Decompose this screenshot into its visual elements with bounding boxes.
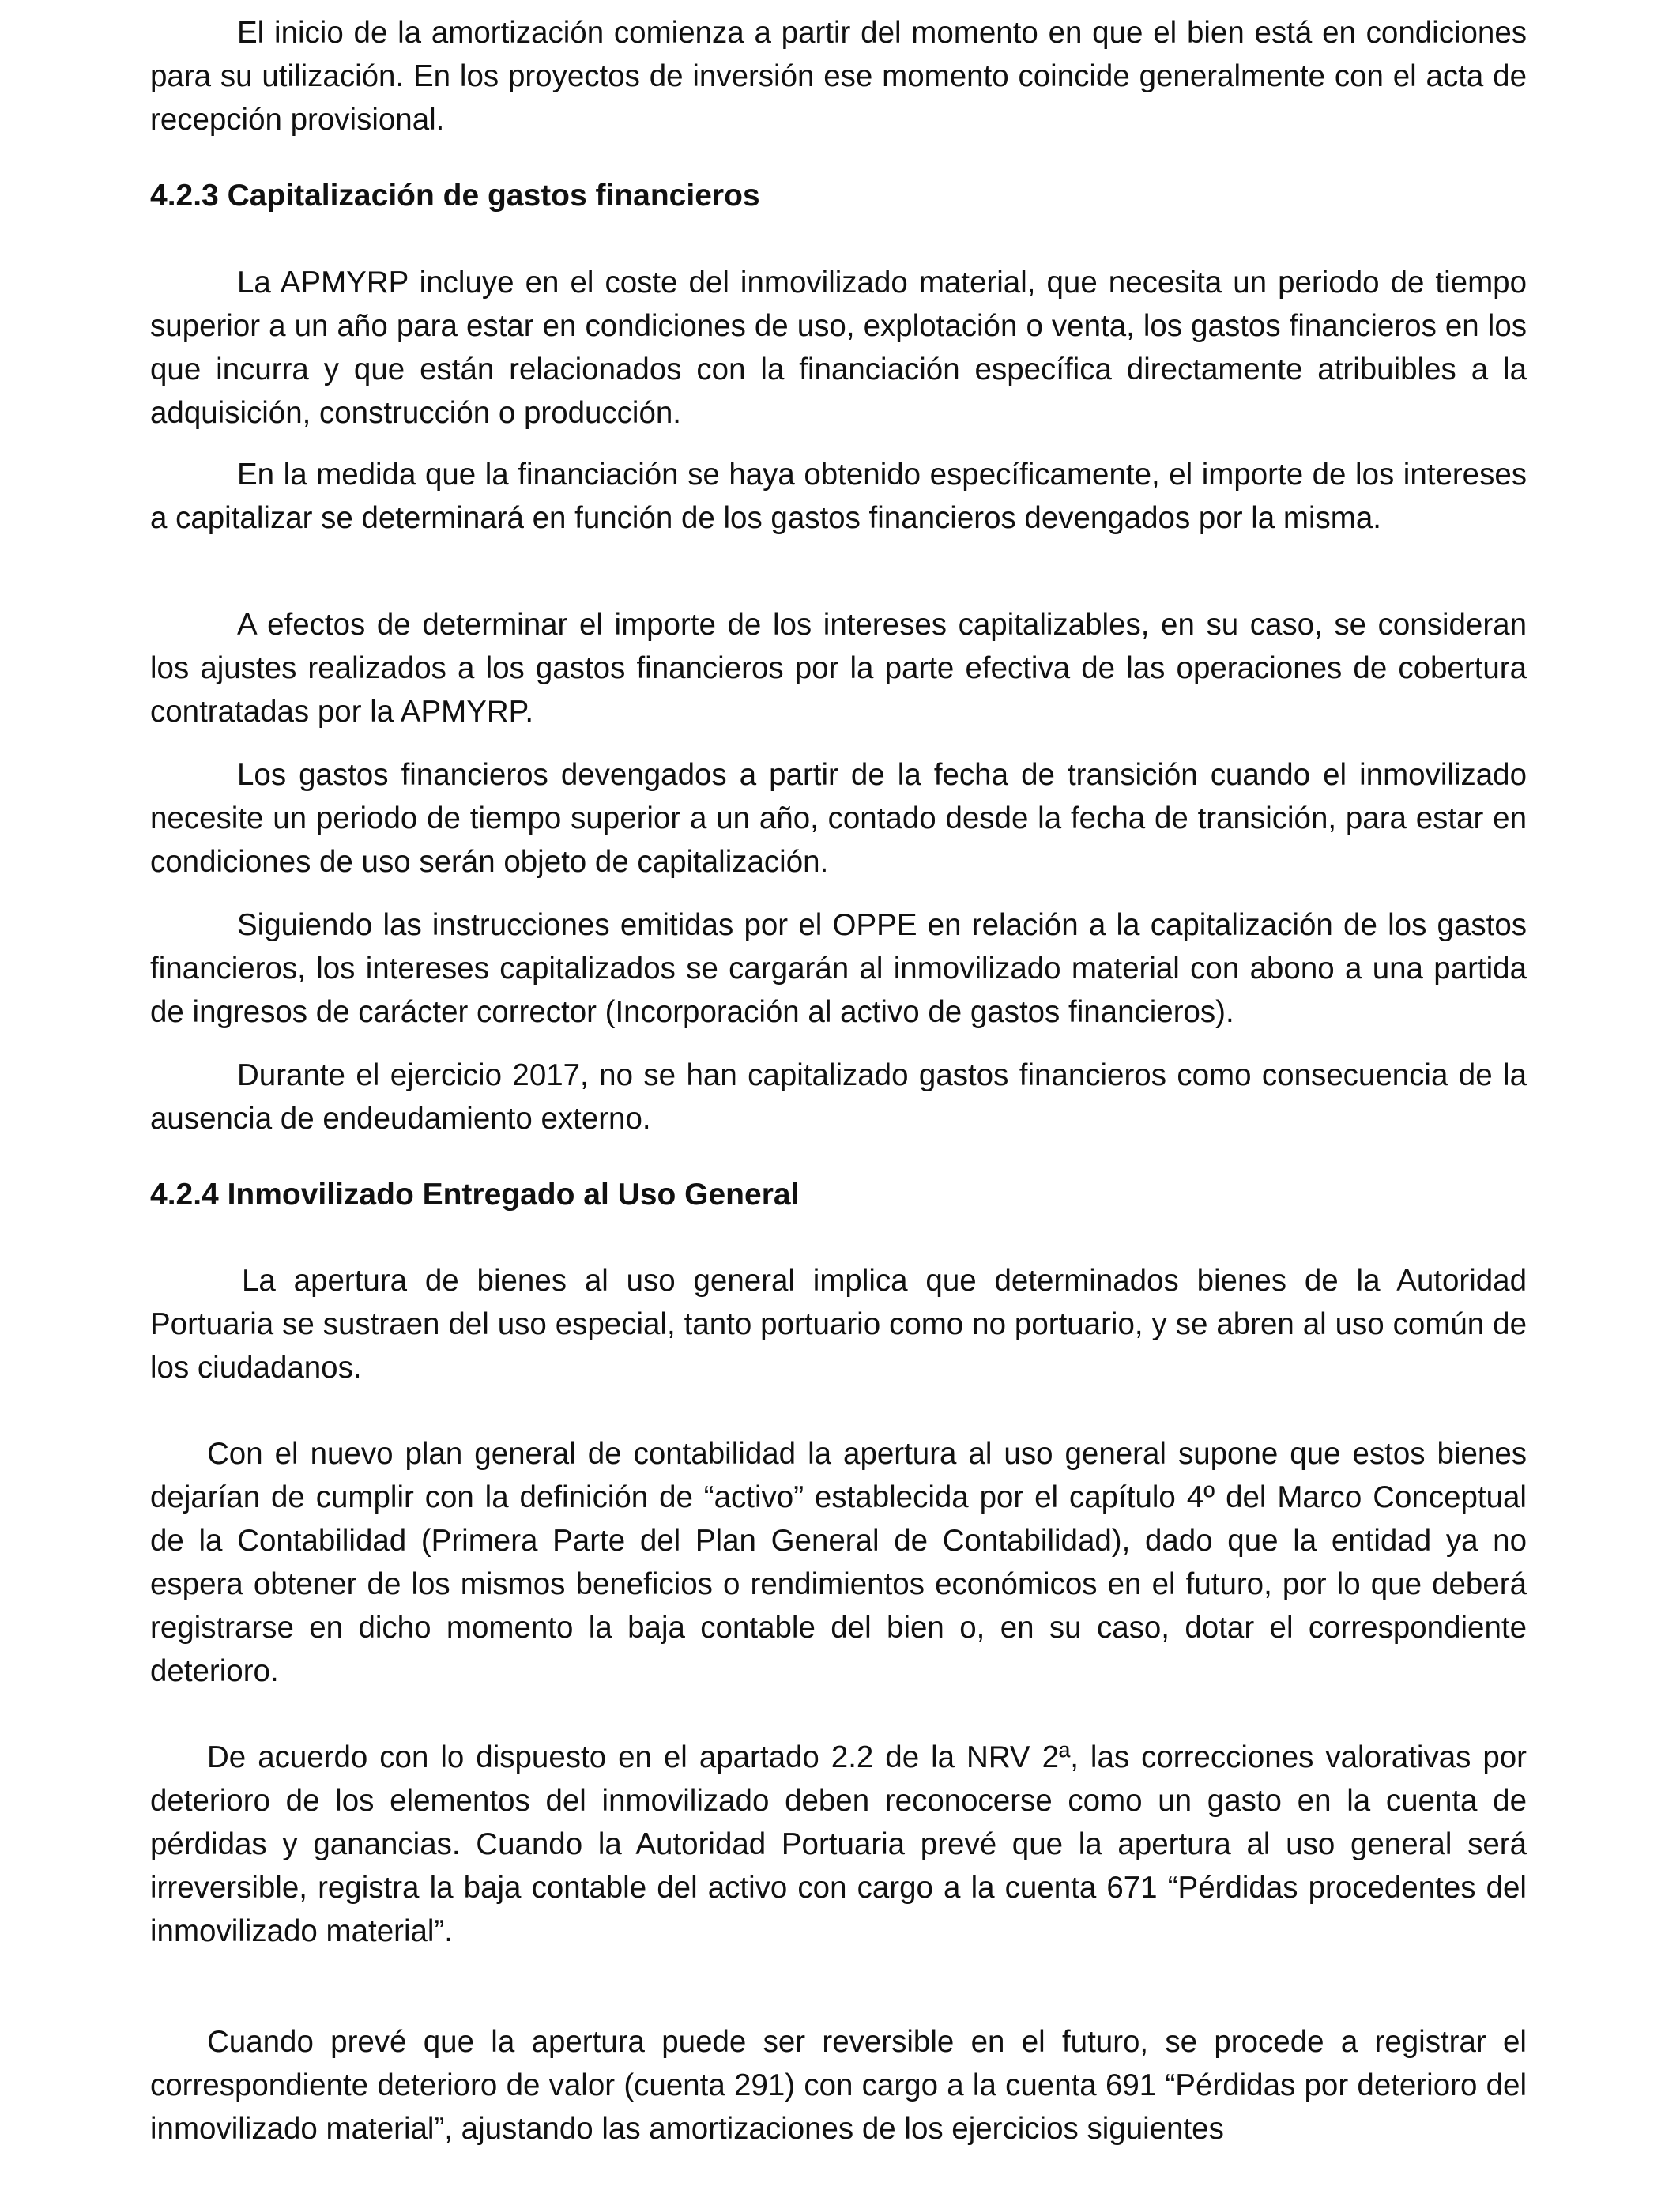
paragraph-423-6: Durante el ejercicio 2017, no se han capitalizado gastos financieros como consecuencia de la ausencia de endeudamiento externo.: [150, 1058, 1527, 1136]
paragraph-423-3: A efectos de determinar el importe de los intereses capitalizables, en su caso, se consideran los ajustes realizados a los gastos financieros por la parte efectiva de las operaciones de cobertura contratadas por la APMYRP.: [150, 608, 1527, 729]
paragraph-424-2: Con el nuevo plan general de contabilidad la apertura al uso general supone que estos bienes dejarían de cumplir con la definición de “activo” establecida por el capítulo 4º del Marco Conceptual de la Contabilidad (Primera Parte del Plan General de Contabilidad), dado que la entidad ya no espera obtener de los mismos beneficios o rendimientos económicos en el futuro, por lo que deberá registrarse en dicho momento la baja contable del bien o, en su caso, dotar el correspondiente deterioro.: [150, 1437, 1527, 1688]
paragraph-424-4: Cuando prevé que la apertura puede ser reversible en el futuro, se procede a registrar el correspondiente deterioro de valor (cuenta 291) con cargo a la cuenta 691 “Pérdidas por deterioro del inmovilizado material”, ajustando las amortizaciones de los ejercicios siguientes: [150, 2025, 1527, 2146]
paragraph-amortizacion: El inicio de la amortización comienza a partir del momento en que el bien está en condiciones para su utilización. En los proyectos de inversión ese momento coincide generalmente con el acta de recepción provisional.: [150, 16, 1527, 137]
section-heading-4-2-3: 4.2.3 Capitalización de gastos financieros: [150, 179, 760, 213]
paragraph-423-4: Los gastos financieros devengados a partir de la fecha de transición cuando el inmovilizado necesite un periodo de tiempo superior a un año, contado desde la fecha de transición, para estar en condiciones de uso serán objeto de capitalización.: [150, 758, 1527, 879]
paragraph-423-5: Siguiendo las instrucciones emitidas por el OPPE en relación a la capitalización de los gastos financieros, los intereses capitalizados se cargarán al inmovilizado material con abono a una partida de ingresos de carácter corrector (Incorporación al activo de gastos financieros).: [150, 908, 1527, 1029]
paragraph-424-3: De acuerdo con lo dispuesto en el apartado 2.2 de la NRV 2ª, las correcciones valorativas por deterioro de los elementos del inmovilizado deben reconocerse como un gasto en la cuenta de pérdidas y ganancias. Cuando la Autoridad Portuaria prevé que la apertura al uso general será irreversible, registra la baja contable del activo con cargo a la cuenta 671 “Pérdidas procedentes del inmovilizado material”.: [150, 1740, 1527, 1948]
paragraph-423-1: La APMYRP incluye en el coste del inmovilizado material, que necesita un periodo de tiempo superior a un año para estar en condiciones de uso, explotación o venta, los gastos financieros en los que incurra y que están relacionados con la financiación específica directamente atribuibles a la adquisición, construcción o producción.: [150, 266, 1527, 430]
section-heading-4-2-4: 4.2.4 Inmovilizado Entregado al Uso General: [150, 1178, 800, 1212]
paragraph-424-1: La apertura de bienes al uso general implica que determinados bienes de la Autoridad Portuaria se sustraen del uso especial, tanto portuario como no portuario, y se abren al uso común de los ciudadanos.: [150, 1264, 1527, 1385]
paragraph-423-2: En la medida que la financiación se haya obtenido específicamente, el importe de los intereses a capitalizar se determinará en función de los gastos financieros devengados por la misma.: [150, 458, 1527, 535]
